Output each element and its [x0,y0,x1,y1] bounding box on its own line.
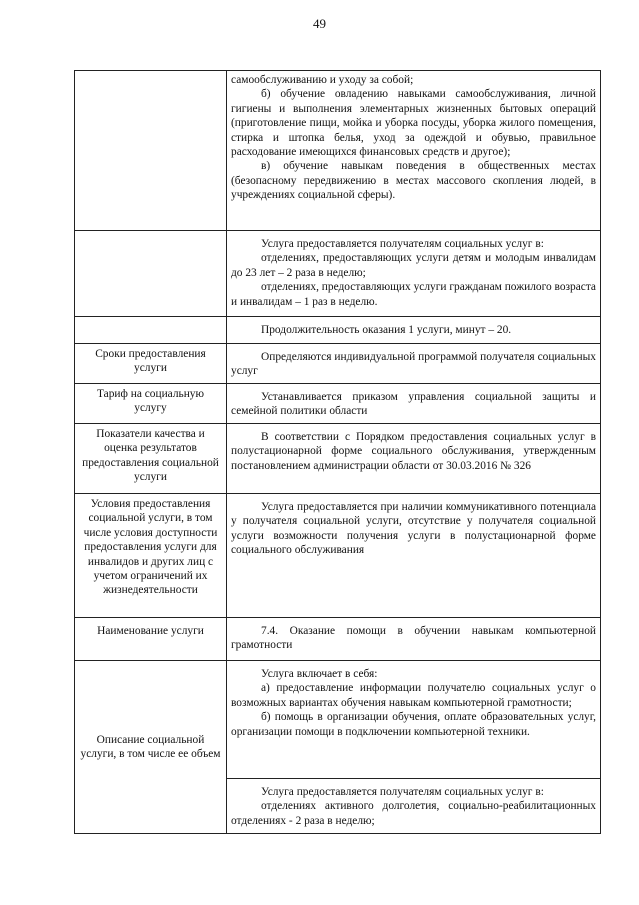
row-content-cell [227,779,601,834]
paragraph: в) обучение навыкам поведения в общественных местах (безопасному передвижению в местах массового скопления людей, в учреждениях социальной сферы). [231,160,596,202]
row-content-cell [227,494,601,618]
paragraph: а) предоставление информации получателю социальных услуг о возможных вариантах обучения навыкам компьютерной грамотности; [231,682,596,709]
paragraph: Устанавливается приказом управления социальной защиты и семейной политики области [231,391,596,418]
row-label-cell [75,231,227,317]
table-row [75,344,601,384]
row-content-cell [227,618,601,661]
paragraph: отделениях активного долголетия, социально-реабилитационных отделениях - 2 раза в неделю; [231,800,596,827]
paragraph: б) обучение овладению навыками самообслуживания, личной гигиены и выполнения элементарных жизненных бытовых операций (приготовление пищи, мойка и уборка посуды, уборка жилого помещения, стирка и штопка белья, уход за одеждой и обувью, правильное расходование имеющихся финансовых средств и другое); [231,88,596,159]
row-content-cell [227,344,601,384]
paragraph: Услуга предоставляется получателям социальных услуг в: [261,238,544,250]
table-row [75,618,601,661]
paragraph: Услуга включает в себя: [261,668,378,680]
table-row [75,317,601,344]
table-row [75,71,601,231]
table-row [75,424,601,494]
paragraph: В соответствии с Порядком предоставления социальных услуг в полустационарной форме социального обслуживания, утвержденным постановлением администрации области от 30.03.2016 № 326 [231,431,596,472]
paragraph: отделениях, предоставляющих услуги детям и молодым инвалидам до 23 лет – 2 раза в неделю; [231,252,596,279]
paragraph: отделениях, предоставляющих услуги гражданам пожилого возраста и инвалидам – 1 раз в неделю. [231,281,596,308]
table-row [75,661,601,779]
page-number: 49 [313,16,326,31]
paragraph: б) помощь в организации обучения, оплате образовательных услуг, организации помощи в подключении компьютерной техники. [231,711,596,738]
row-content-cell [227,317,601,344]
paragraph: Определяются индивидуальной программой получателя социальных услуг [231,351,596,378]
row-content-cell [227,661,601,779]
row-label-cell: Описание социальной услуги, в том числе ее объем [75,661,227,834]
service-table [74,70,601,834]
row-content-cell [227,231,601,317]
row-label-cell: Сроки предоставления услуги [75,344,227,384]
row-label-cell: Наименование услуги [75,618,227,661]
row-label-cell [75,317,227,344]
row-label-cell: Показатели качества и оценка результатов предоставления социальной услуги [75,424,227,494]
table-row [75,494,601,618]
row-label-cell [75,71,227,231]
row-content-cell [227,384,601,424]
row-label-cell: Условия предоставления социальной услуги, в том числе условия доступности предоставления услуги для инвалидов и других лиц с учетом ограничений их жизнедеятельности [75,494,227,618]
row-content-cell [227,424,601,494]
paragraph: Услуга предоставляется при наличии коммуникативного потенциала у получателя социальной услуги, отсутствие у получателя социальной услуги возможности получения услуги в полустационарной форме социального обслуживания [231,501,596,557]
paragraph: 7.4. Оказание помощи в обучении навыкам компьютерной грамотности [231,625,596,652]
table-row [75,231,601,317]
paragraph: самообслуживанию и уходу за собой; [231,74,414,86]
row-label-cell: Тариф на социальную услугу [75,384,227,424]
paragraph: Услуга предоставляется получателям социальных услуг в: [261,786,544,798]
paragraph: Продолжительность оказания 1 услуги, минут – 20. [261,324,512,336]
row-content-cell [227,71,601,231]
table-row [75,384,601,424]
